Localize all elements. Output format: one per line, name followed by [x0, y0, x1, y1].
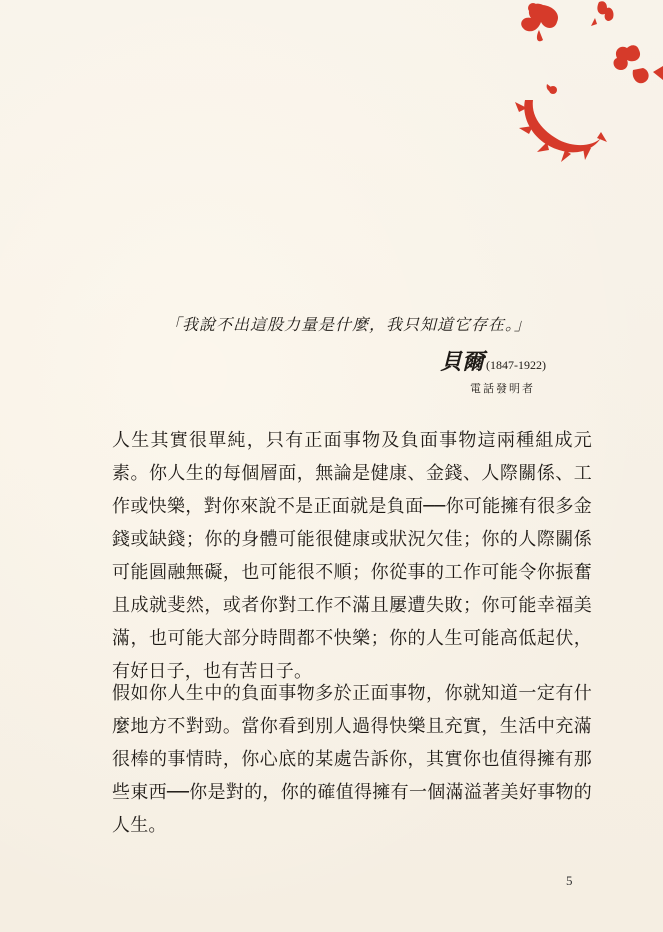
body-paragraph-2: [112, 677, 592, 842]
author-name: 貝爾: [440, 349, 485, 375]
author-years: (1847-1922): [486, 358, 547, 372]
quote-author: [440, 345, 546, 376]
paragraph-text: 假如你人生中的負面事物多於正面事物，你就知道一定有什麼地方不對勁。當你看到別人過得快樂且充實，生活中充滿很棒的事情時，你心底的某處告訴你，其實你也值得擁有那些東西──你是對的，你的確值得擁有一個滿溢著美好事物的人生。: [112, 683, 592, 836]
red-flowers-decoration: [503, 0, 663, 170]
opening-quote: 「我說不出這股力量是什麼，我只知道它存在。」: [165, 315, 532, 334]
author-title: 電話發明者: [470, 382, 535, 395]
page-number: 5: [566, 873, 573, 888]
body-paragraph-1: [112, 424, 592, 688]
paragraph-text: 人生其實很單純，只有正面事物及負面事物這兩種組成元素。你人生的每個層面，無論是健康、金錢、人際關係、工作或快樂，對你來說不是正面就是負面──你可能擁有很多金錢或缺錢；你的身體可能很健康或狀況欠佳；你的人際關係可能圓融無礙，也可能很不順；你從事的工作可能令你振奮且成就斐然，或者你對工作不滿且屢遭失敗；你可能幸福美滿，也可能大部分時間都不快樂；你的人生可能高低起伏，有好日子，也有苦日子。: [112, 430, 592, 682]
